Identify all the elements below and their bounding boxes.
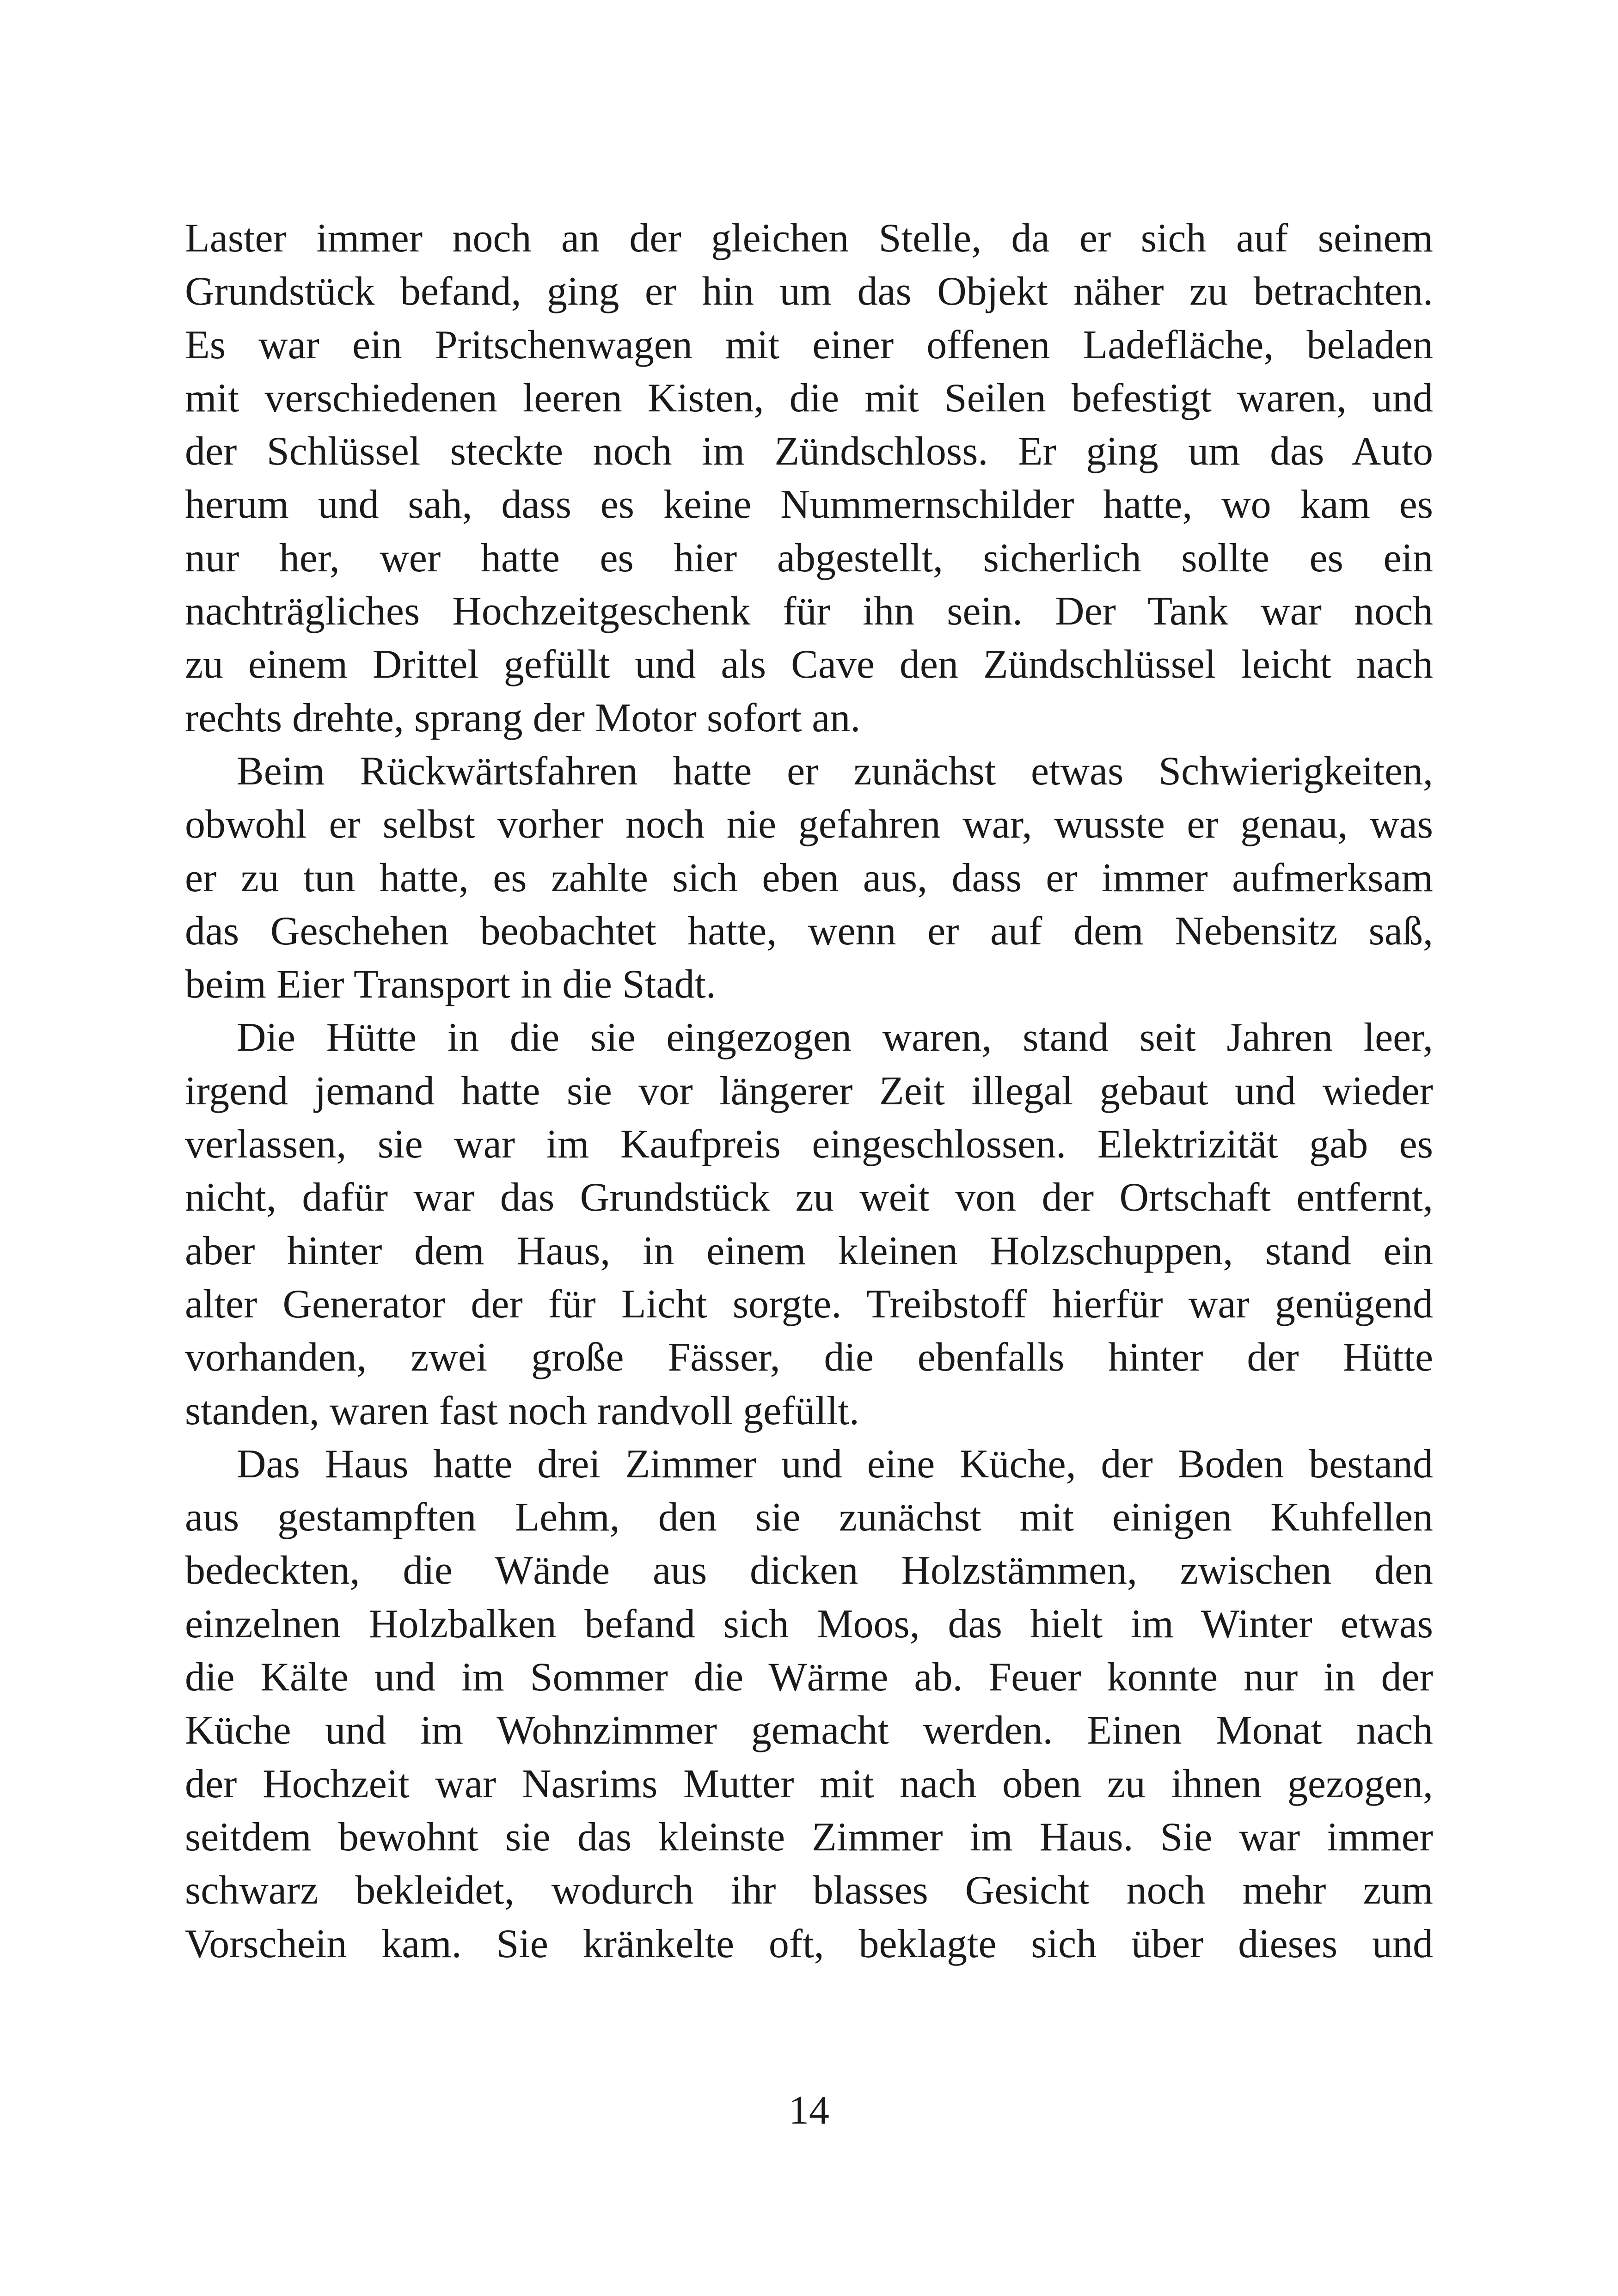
text-line: rechts drehte, sprang der Motor sofort an. — [185, 695, 861, 741]
text-line: schwarz bekleidet, wodurch ihr blasses Gesicht noch mehr zum — [185, 1868, 1433, 1913]
text-line: er zu tun hatte, es zahlte sich eben aus, dass er immer aufmerksam — [185, 855, 1433, 900]
text-line: einzelnen Holzbalken befand sich Moos, das hielt im Winter etwas — [185, 1601, 1433, 1647]
paragraph — [185, 212, 1433, 745]
text-line: alter Generator der für Licht sorgte. Treibstoff hierfür war genügend — [185, 1281, 1433, 1327]
body-text — [185, 212, 1433, 1971]
text-line: seitdem bewohnt sie das kleinste Zimmer im Haus. Sie war immer — [185, 1814, 1433, 1860]
paragraph — [185, 745, 1433, 1011]
text-line: Das Haus hatte drei Zimmer und eine Küche, der Boden bestand — [237, 1441, 1433, 1487]
text-line: verlassen, sie war im Kaufpreis eingeschlossen. Elektrizität gab es — [185, 1122, 1433, 1167]
text-line: vorhanden, zwei große Fässer, die ebenfalls hinter der Hütte — [185, 1335, 1433, 1380]
text-line: aber hinter dem Haus, in einem kleinen Holzschuppen, stand ein — [185, 1228, 1433, 1274]
page-number: 14 — [789, 2088, 829, 2133]
text-line: standen, waren fast noch randvoll gefüllt. — [185, 1388, 859, 1433]
text-line: Vorschein kam. Sie kränkelte oft, beklagte sich über dieses und — [185, 1921, 1433, 1966]
text-line: mit verschiedenen leeren Kisten, die mit Seilen befestigt waren, und — [185, 375, 1433, 421]
text-line: nicht, dafür war das Grundstück zu weit von der Ortschaft entfernt, — [185, 1175, 1433, 1220]
text-line: Grundstück befand, ging er hin um das Objekt näher zu betrachten. — [185, 269, 1433, 314]
text-line: bedeckten, die Wände aus dicken Holzstämmen, zwischen den — [185, 1548, 1433, 1593]
paragraph — [185, 1011, 1433, 1437]
text-line: Die Hütte in die sie eingezogen waren, stand seit Jahren leer, — [237, 1015, 1433, 1060]
text-line: obwohl er selbst vorher noch nie gefahren war, wusste er genau, was — [185, 802, 1433, 847]
text-line: Laster immer noch an der gleichen Stelle, da er sich auf seinem — [185, 216, 1433, 261]
text-line: beim Eier Transport in die Stadt. — [185, 962, 716, 1007]
text-line: Beim Rückwärtsfahren hatte er zunächst etwas Schwierigkeiten, — [237, 748, 1433, 794]
text-line: zu einem Drittel gefüllt und als Cave den Zündschlüssel leicht nach — [185, 642, 1433, 687]
text-line: Küche und im Wohnzimmer gemacht werden. Einen Monat nach — [185, 1708, 1433, 1753]
text-line: nachträgliches Hochzeitgeschenk für ihn sein. Der Tank war noch — [185, 589, 1433, 634]
text-line: die Kälte und im Sommer die Wärme ab. Feuer konnte nur in der — [185, 1655, 1433, 1700]
text-line: das Geschehen beobachtet hatte, wenn er auf dem Nebensitz saß, — [185, 908, 1433, 954]
text-line: irgend jemand hatte sie vor längerer Zeit illegal gebaut und wieder — [185, 1068, 1433, 1114]
text-line: Es war ein Pritschenwagen mit einer offenen Ladefläche, beladen — [185, 322, 1433, 367]
text-line: nur her, wer hatte es hier abgestellt, sicherlich sollte es ein — [185, 535, 1433, 581]
text-line: der Hochzeit war Nasrims Mutter mit nach oben zu ihnen gezogen, — [185, 1761, 1433, 1806]
text-line: aus gestampften Lehm, den sie zunächst mit einigen Kuhfellen — [185, 1495, 1433, 1540]
paragraph — [185, 1438, 1433, 1971]
text-line: herum und sah, dass es keine Nummernschilder hatte, wo kam es — [185, 482, 1433, 527]
text-line: der Schlüssel steckte noch im Zündschloss. Er ging um das Auto — [185, 429, 1433, 474]
